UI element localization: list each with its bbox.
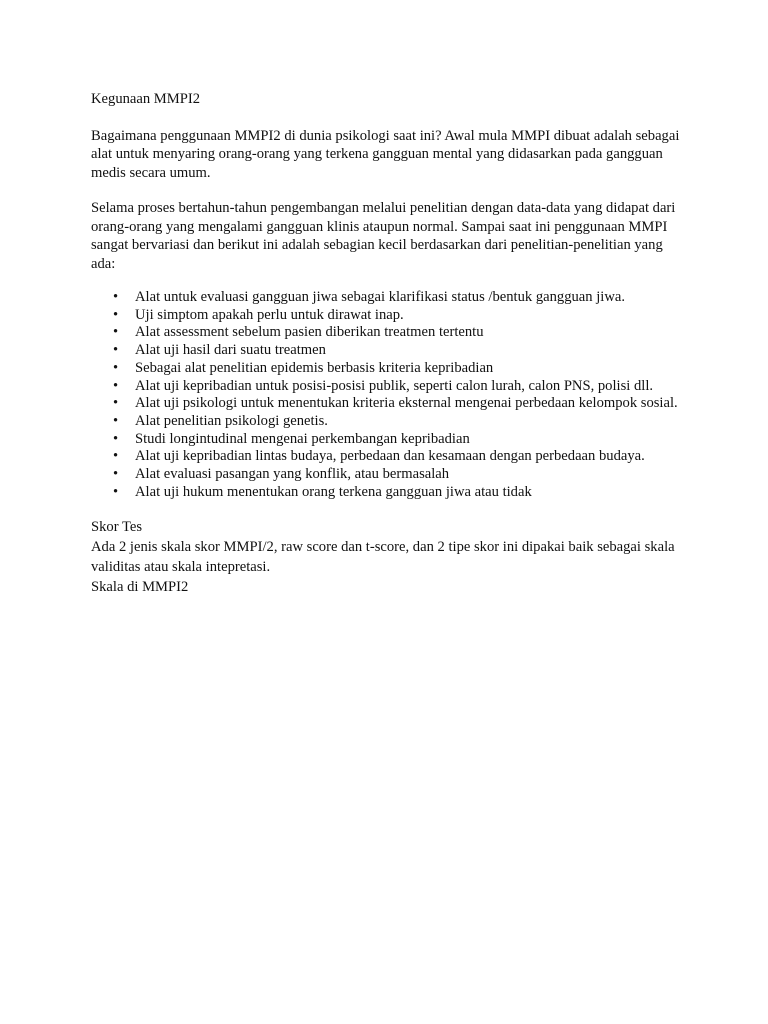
list-item	[91, 289, 681, 307]
list-item-text: Alat evaluasi pasangan yang konflik, atau bermasalah	[135, 466, 450, 483]
bullet-icon: •	[113, 359, 119, 376]
development-paragraph: Selama proses bertahun-tahun pengembangan melalui penelitian dengan data-data yang didapat dari orang-orang yang mengalami gangguan klinis ataupun normal. Sampai saat ini penggunaan MMPI sangat bervariasi dan berikut ini adalah sebagian kecil berdasarkan dari penelitian-penelitian yang ada:	[91, 200, 676, 272]
list-item	[91, 448, 681, 466]
list-item	[91, 413, 681, 431]
bullet-icon: •	[113, 430, 119, 447]
list-item	[91, 378, 681, 396]
list-item	[91, 466, 681, 484]
bullet-icon: •	[113, 466, 119, 483]
list-item-text: Alat assessment sebelum pasien diberikan treatmen tertentu	[135, 324, 484, 341]
bullet-icon: •	[113, 483, 119, 500]
list-item-text: Uji simptom apakah perlu untuk dirawat inap.	[135, 306, 404, 323]
skor-heading: Skor Tes	[91, 519, 143, 536]
bullet-icon: •	[113, 395, 119, 412]
list-item	[91, 484, 681, 502]
usage-list	[91, 289, 681, 501]
bullet-icon: •	[113, 289, 119, 305]
skor-paragraph: Ada 2 jenis skala skor MMPI/2, raw score dan t-score, dan 2 tipe skor ini dipakai baik sebagai skala validitas atau skala intepretasi.	[91, 539, 675, 576]
list-item-text: Alat uji kepribadian lintas budaya, perbedaan dan kesamaan dengan perbedaan budaya.	[135, 448, 645, 465]
list-item-text: Alat untuk evaluasi gangguan jiwa sebagai klarifikasi status /bentuk gangguan jiwa.	[135, 289, 625, 305]
list-item-text: Alat uji kepribadian untuk posisi-posisi publik, seperti calon lurah, calon PNS, polisi dll.	[135, 377, 654, 394]
bullet-icon: •	[113, 342, 119, 359]
bullet-icon: •	[113, 306, 119, 323]
list-item-text: Studi longintudinal mengenai perkembangan kepribadian	[135, 430, 470, 447]
bullet-icon: •	[113, 448, 119, 465]
list-item	[91, 324, 681, 342]
list-item-text: Sebagai alat penelitian epidemis berbasis kriteria kepribadian	[135, 359, 494, 376]
list-item	[91, 360, 681, 378]
list-item-text: Alat uji hukum menentukan orang terkena gangguan jiwa atau tidak	[135, 483, 532, 500]
list-item	[91, 307, 681, 325]
list-item	[91, 342, 681, 360]
document-title: Kegunaan MMPI2	[91, 91, 201, 107]
list-item	[91, 431, 681, 449]
list-item	[91, 395, 681, 413]
bullet-icon: •	[113, 324, 119, 341]
skala-heading: Skala di MMPI2	[91, 579, 189, 596]
bullet-icon: •	[113, 377, 119, 394]
list-item-text: Alat uji psikologi untuk menentukan kriteria eksternal mengenai perbedaan kelompok sosial.	[135, 395, 678, 412]
intro-paragraph: Bagaimana penggunaan MMPI2 di dunia psikologi saat ini? Awal mula MMPI dibuat adalah sebagai alat untuk menyaring orang-orang yang terkena gangguan mental yang didasarkan pada gangguan medis secara umum.	[91, 127, 680, 181]
bullet-icon: •	[113, 412, 119, 429]
document-page	[91, 90, 681, 597]
list-item-text: Alat penelitian psikologi genetis.	[135, 412, 328, 429]
list-item-text: Alat uji hasil dari suatu treatmen	[135, 342, 326, 359]
